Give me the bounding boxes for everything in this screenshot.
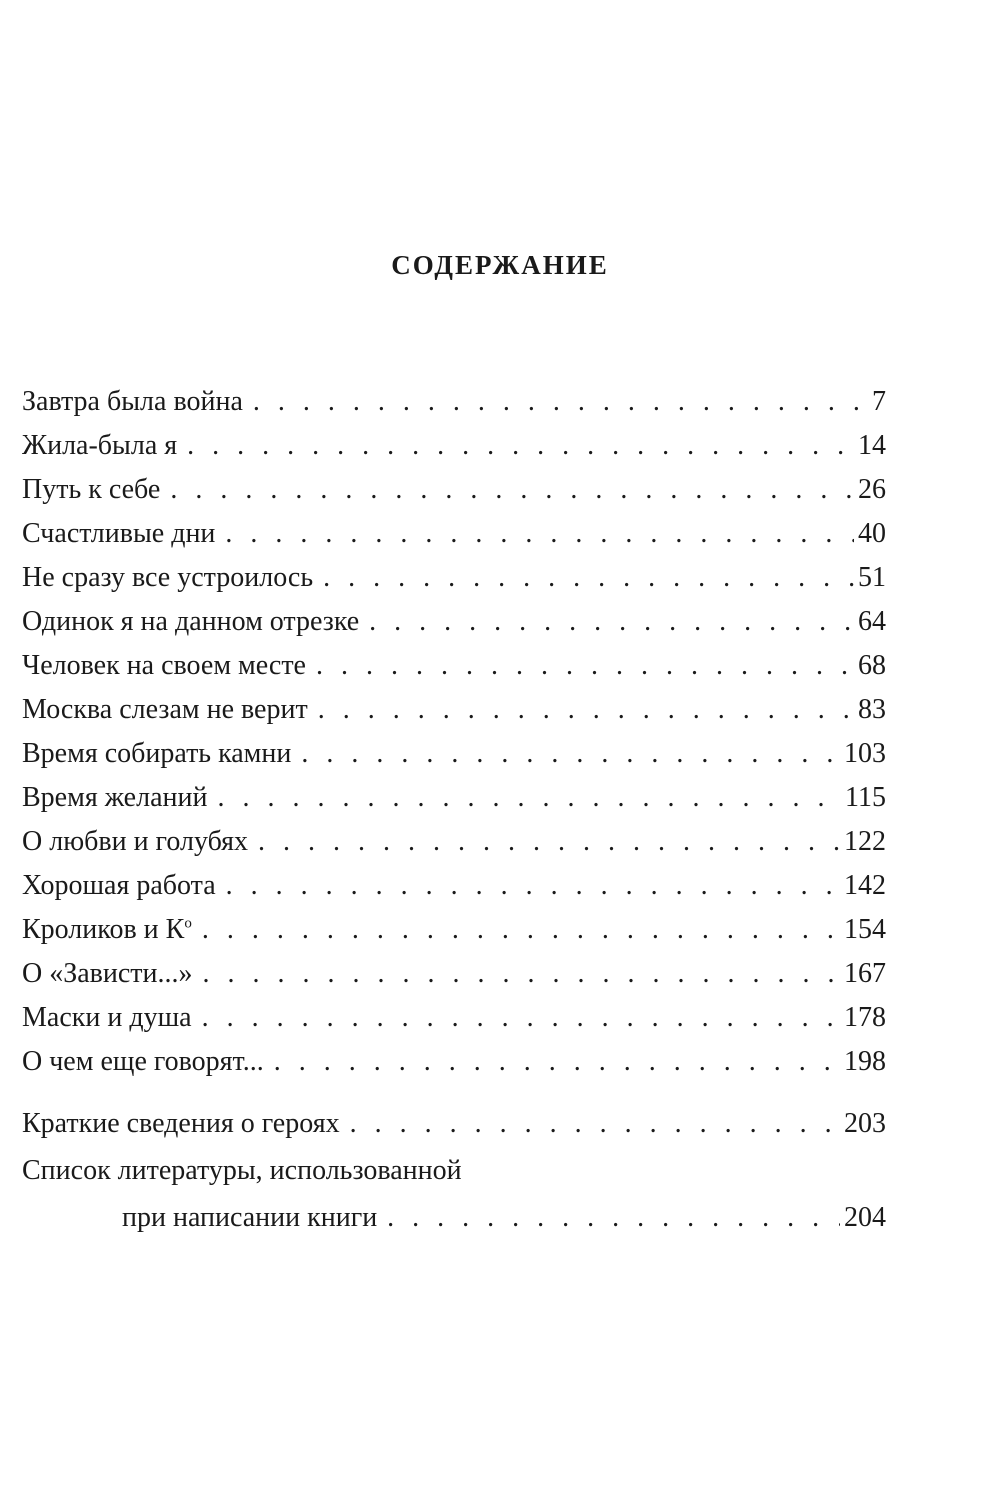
toc-entry-page: 40: [858, 518, 886, 549]
toc-entry-page: 178: [844, 1002, 886, 1033]
section-gap: [22, 1084, 886, 1102]
toc-entry[interactable]: [22, 864, 886, 908]
toc-entry-title-text: Кроликов и К: [22, 914, 185, 945]
toc-entry-title: Завтра была война: [22, 386, 243, 417]
toc-entry-title: Время собирать камни: [22, 738, 292, 769]
toc-entry-page: 115: [845, 782, 886, 813]
toc-entry-page: 26: [858, 474, 886, 505]
toc-entry[interactable]: [22, 1040, 886, 1084]
toc-entry[interactable]: [22, 820, 886, 864]
toc-entry-title: Счастливые дни: [22, 518, 216, 549]
toc-entry[interactable]: [22, 380, 886, 424]
dot-leader: [316, 644, 854, 688]
toc-entry[interactable]: [22, 952, 886, 996]
toc-entry-page: 167: [844, 958, 886, 989]
dot-leader: [202, 908, 840, 952]
toc-entry-page: 64: [858, 606, 886, 637]
dot-leader: [274, 1040, 840, 1084]
dot-leader: [369, 600, 854, 644]
toc-entry-title: Человек на своем месте: [22, 650, 306, 681]
toc-entry[interactable]: [22, 424, 886, 468]
dot-leader: [323, 556, 854, 600]
table-of-contents: [22, 380, 886, 1240]
toc-entry[interactable]: [22, 512, 886, 556]
dot-leader: [258, 820, 840, 864]
dot-leader: [202, 996, 840, 1040]
toc-entry[interactable]: [22, 908, 886, 952]
page-title: СОДЕРЖАНИЕ: [391, 250, 609, 280]
dot-leader: [253, 380, 868, 424]
toc-entry[interactable]: [22, 732, 886, 776]
dot-leader: [225, 512, 854, 556]
toc-entry-page: 154: [844, 914, 886, 945]
toc-entry-page: 103: [844, 738, 886, 769]
toc-entry-page: 204: [844, 1202, 886, 1233]
toc-entry-title-line2: при написании книги: [122, 1202, 378, 1233]
dot-leader: [170, 468, 854, 512]
toc-entry-page: 83: [858, 694, 886, 725]
toc-entry-title: О чем еще говорят...: [22, 1046, 264, 1077]
toc-entry-title: О любви и голубях: [22, 826, 248, 857]
toc-entry-title: Время желаний: [22, 782, 208, 813]
toc-entry-heroes[interactable]: [22, 1102, 886, 1146]
toc-entry-title: Маски и душа: [22, 1002, 192, 1033]
toc-entry-literature[interactable]: [22, 1146, 886, 1240]
toc-entry[interactable]: [22, 600, 886, 644]
dot-leader: [318, 688, 854, 732]
toc-entry-page: 142: [844, 870, 886, 901]
dot-leader: [217, 776, 841, 820]
dot-leader: [350, 1102, 840, 1146]
toc-entry-title: [22, 908, 192, 952]
toc-entry[interactable]: [22, 776, 886, 820]
toc-entry-title: Одинок я на данном отрезке: [22, 606, 360, 637]
toc-entry-page: 68: [858, 650, 886, 681]
toc-entry[interactable]: [22, 556, 886, 600]
dot-leader: [187, 424, 854, 468]
dot-leader: [226, 864, 840, 908]
toc-entry-title-line1: Список литературы, использованной: [22, 1155, 462, 1186]
toc-entry-page: 51: [858, 562, 886, 593]
toc-entry-page: 122: [844, 826, 886, 857]
dot-leader: [203, 952, 840, 996]
toc-entry[interactable]: [22, 644, 886, 688]
toc-entry-page: 14: [858, 430, 886, 461]
dot-leader: [387, 1196, 840, 1240]
toc-entry[interactable]: [22, 688, 886, 732]
toc-entry-title: Не сразу все устроилось: [22, 562, 314, 593]
toc-entry-title: Москва слезам не верит: [22, 694, 308, 725]
toc-entry-page: 203: [844, 1108, 886, 1139]
superscript-o: о: [184, 915, 192, 932]
toc-entry-title: Краткие сведения о героях: [22, 1108, 340, 1139]
toc-entry-title: Хорошая работа: [22, 870, 216, 901]
toc-entry-page: 198: [844, 1046, 886, 1077]
toc-entry-page: 7: [872, 386, 886, 417]
dot-leader: [301, 732, 840, 776]
toc-entry-title: О «Зависти...»: [22, 958, 193, 989]
toc-entry-title: Жила-была я: [22, 430, 178, 461]
toc-entry-title: Путь к себе: [22, 474, 161, 505]
toc-entry[interactable]: [22, 996, 886, 1040]
toc-entry[interactable]: [22, 468, 886, 512]
toc-entry-title-line2-row: [22, 1196, 886, 1240]
